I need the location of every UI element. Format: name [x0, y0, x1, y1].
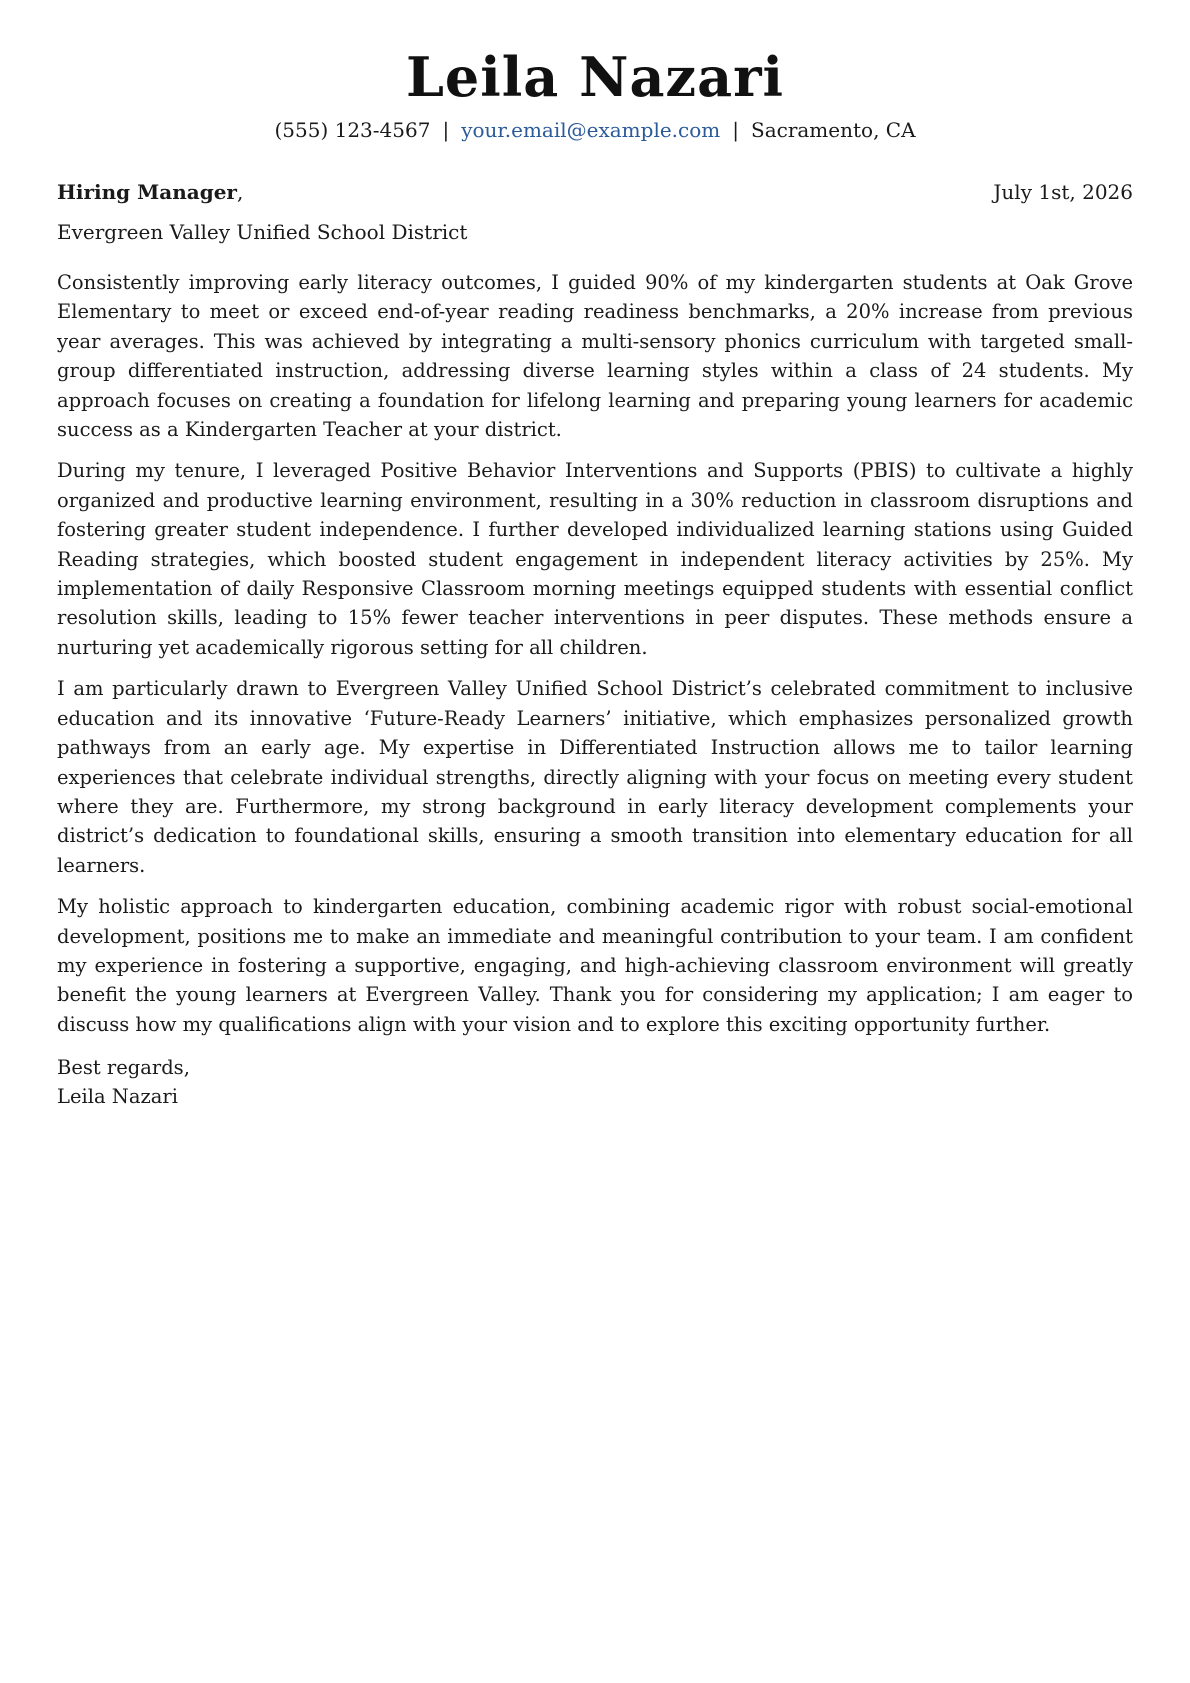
- body-paragraph: During my tenure, I leveraged Positive Behavior Interventions and Supports (PBIS) to cultivate a highly organized and productive learning environment, resulting in a 30% reduction in classroom disruptions and fostering greater student independence. I further developed individualized learning stations using Guided Reading strategies, which boosted student engagement in independent literacy activities by 25%. My implementation of daily Responsive Classroom morning meetings equipped students with essential conflict resolution skills, leading to 15% fewer teacher interventions in peer disputes. These methods ensure a nurturing yet academically rigorous setting for all children.: [57, 459, 1133, 659]
- contact-separator: |: [732, 118, 739, 142]
- recipient-title: Hiring Manager: [57, 180, 237, 204]
- body-paragraph: I am particularly drawn to Evergreen Valley Unified School District’s celebrated commitment to inclusive education and its innovative ‘Future-Ready Learners’ initiative, which emphasizes personalized growth pathways from an early age. My expertise in Differentiated Instruction allows me to tailor learning experiences that celebrate individual strengths, directly aligning with your focus on meeting every student where they are. Furthermore, my strong background in early literacy development complements your district’s dedication to foundational skills, ensuring a smooth transition into elementary education for all learners.: [57, 677, 1133, 877]
- phone-number: (555) 123-4567: [274, 118, 431, 142]
- letter-date: July 1st, 2026: [993, 180, 1133, 204]
- contact-separator: |: [442, 118, 450, 142]
- body-paragraph: Consistently improving early literacy outcomes, I guided 90% of my kindergarten students at Oak Grove Elementary to meet or exceed end-of-year reading readiness benchmarks, a 20% increase from previous year averages. This was achieved by integrating a multi-sensory phonics curriculum with targeted small-group differentiated instruction, addressing diverse learning styles within a class of 24 students. My approach focuses on creating a foundation for lifelong learning and preparing young learners for academic success as a Kindergarten Teacher at your district.: [57, 271, 1133, 442]
- letter-body: [57, 268, 1133, 1039]
- closing-block: [57, 1053, 1133, 1111]
- body-paragraph: My holistic approach to kindergarten education, combining academic rigor with robust social-emotional development, positions me to make an immediate and meaningful contribution to your team. I am confident my experience in fostering a supportive, engaging, and high-achieving classroom environment will greatly benefit the young learners at Evergreen Valley. Thank you for considering my application; I am eager to discuss how my qualifications align with your vision and to explore this exciting opportunity further.: [57, 895, 1133, 1036]
- salutation: [57, 178, 243, 206]
- recipient-organization: Evergreen Valley Unified School District: [57, 220, 468, 244]
- location: Sacramento, CA: [751, 118, 916, 142]
- recipient-row: [57, 178, 1133, 206]
- contact-line: [57, 116, 1133, 144]
- applicant-name: Leila Nazari: [405, 45, 785, 109]
- salutation-comma: ,: [236, 180, 244, 204]
- valediction: Best regards,: [57, 1056, 190, 1080]
- email-link[interactable]: your.email@example.com: [461, 118, 721, 142]
- signature-name: Leila Nazari: [57, 1085, 178, 1109]
